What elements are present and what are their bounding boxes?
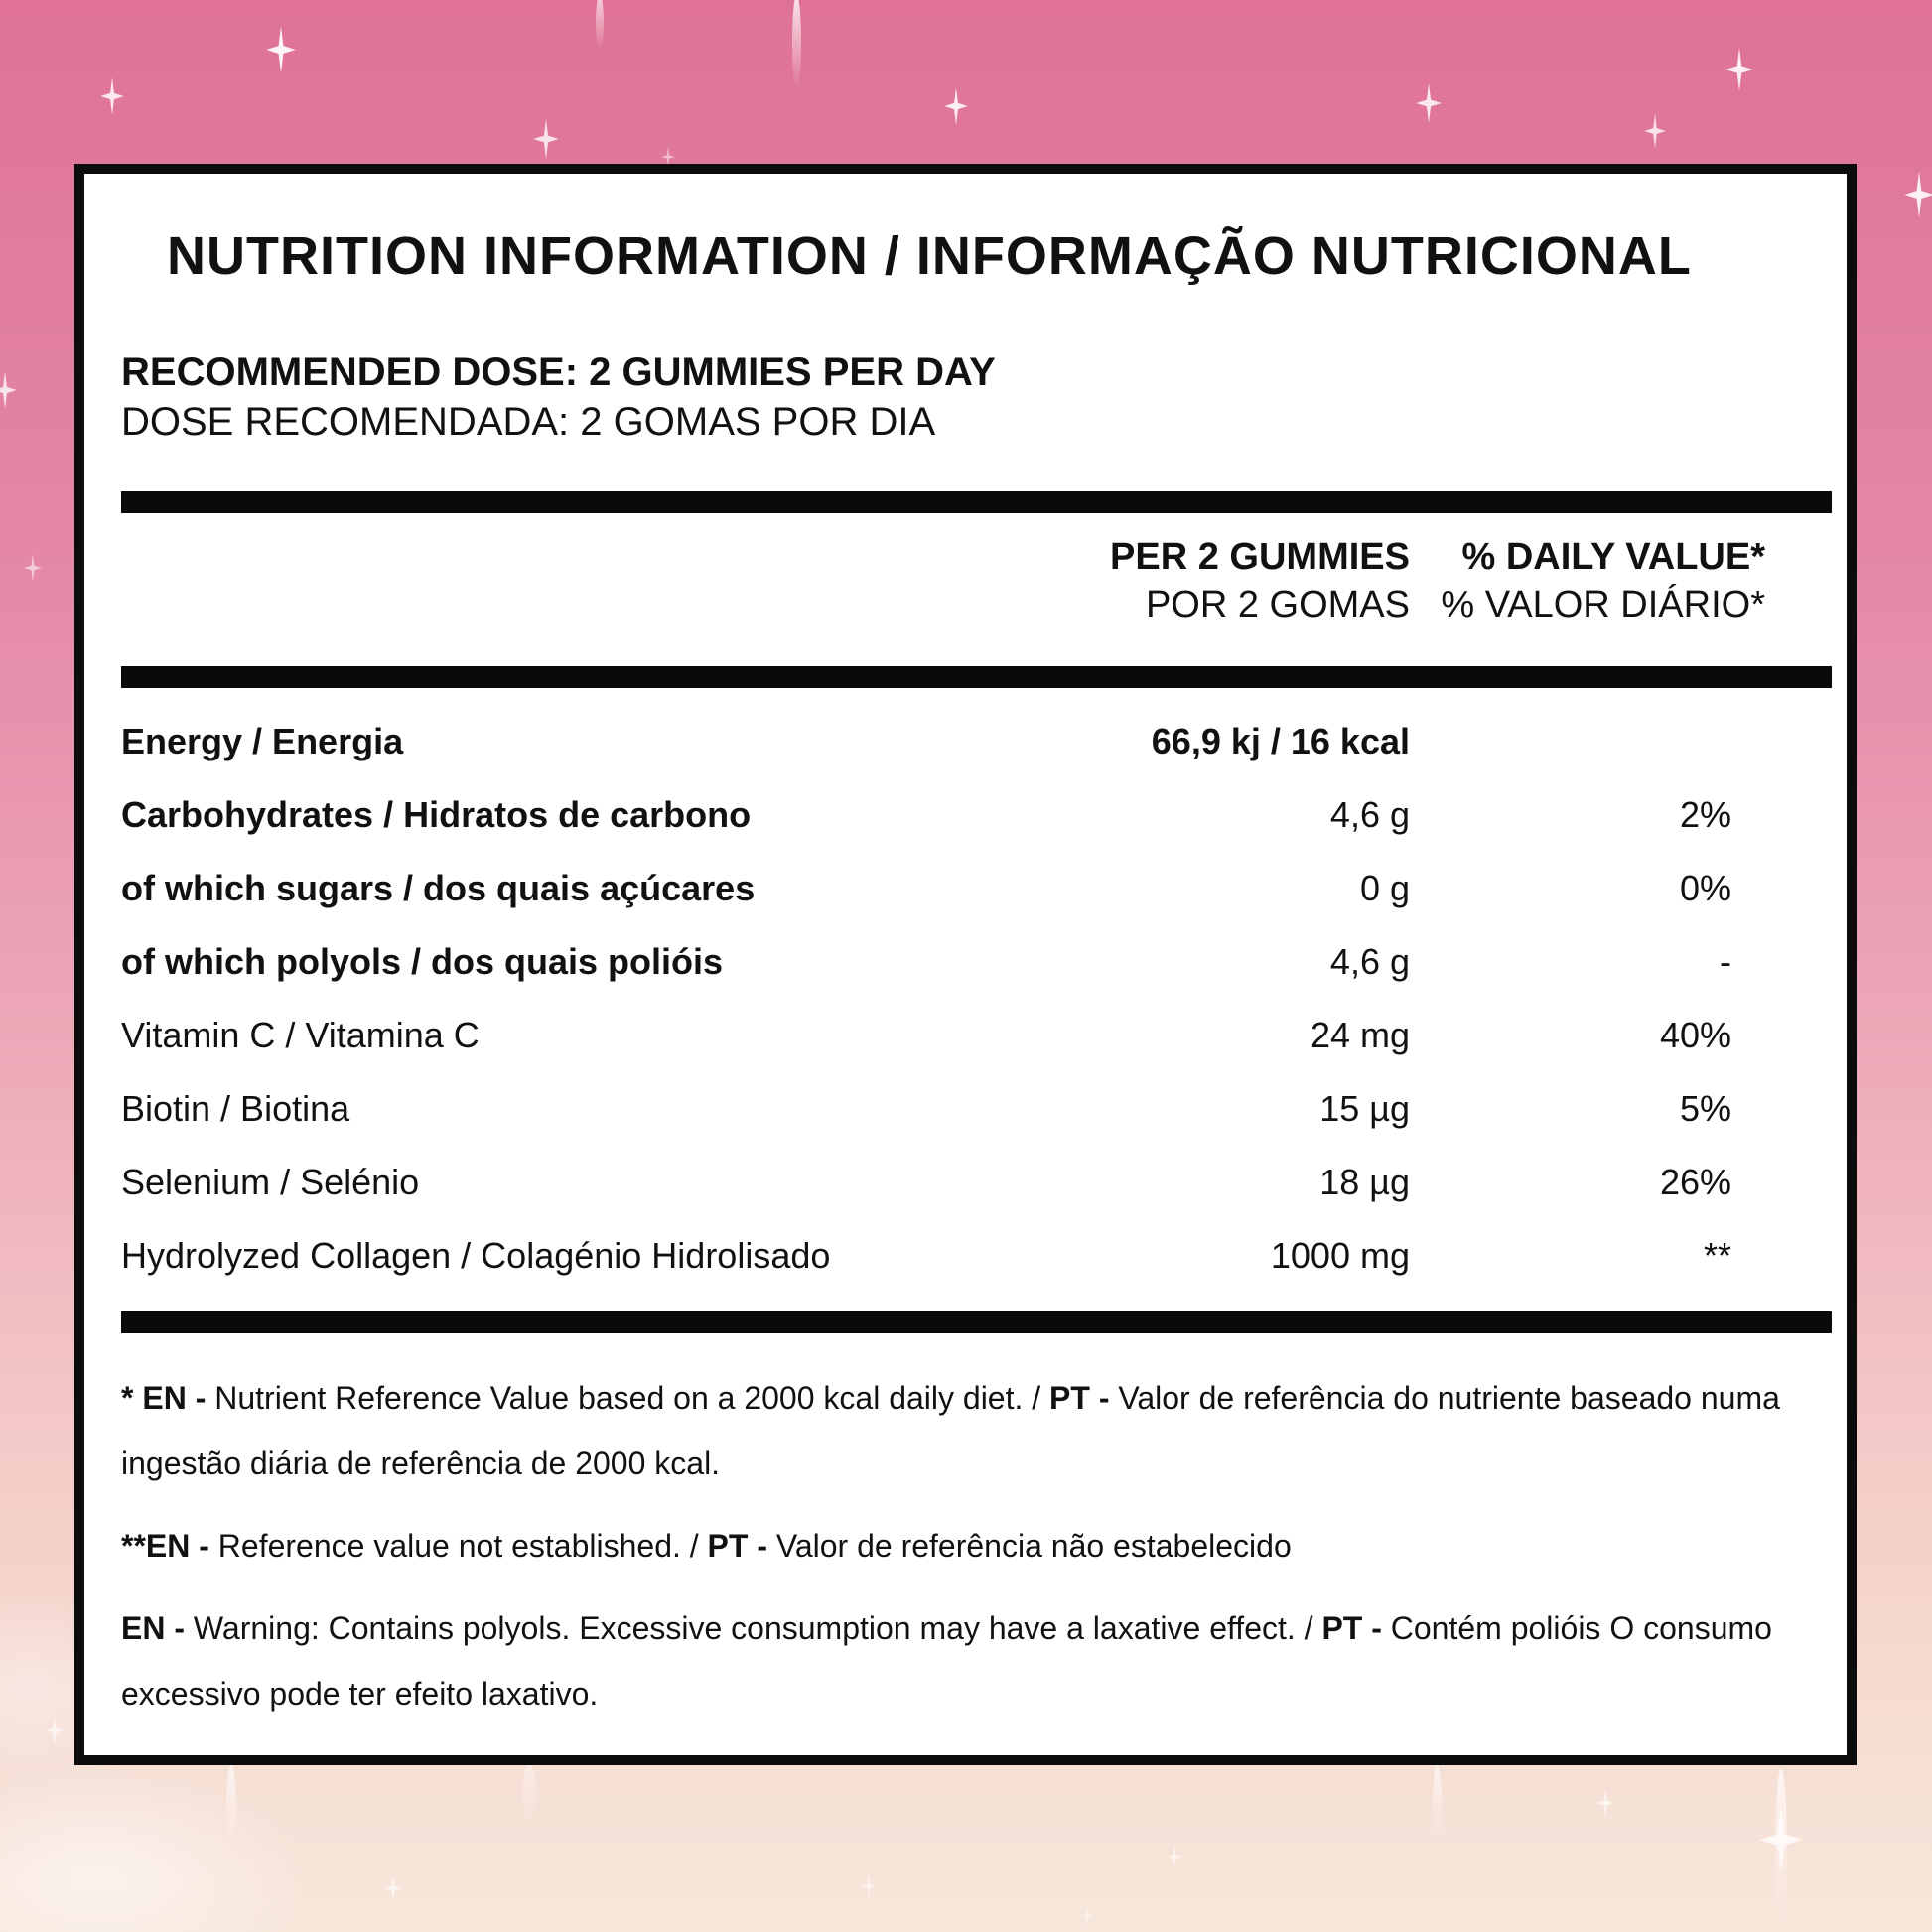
nutrient-daily-value: 40% — [1659, 1015, 1731, 1055]
column-header-daily-value — [1410, 533, 1765, 628]
light-streak — [1433, 1765, 1442, 1840]
footnote — [121, 1595, 1832, 1726]
nutrient-label: Biotin / Biotina — [121, 1088, 350, 1129]
table-row — [121, 1072, 1765, 1146]
table-rule-bottom — [121, 1311, 1832, 1333]
sparkle-icon — [1725, 48, 1753, 92]
sparkle-icon — [1596, 1789, 1614, 1818]
sparkle-icon — [45, 1715, 65, 1746]
table-row — [121, 852, 1765, 925]
sparkle-icon — [1644, 113, 1666, 148]
table-rule-middle — [121, 666, 1832, 688]
footnote-segment: PT - — [1049, 1380, 1119, 1416]
table-header — [121, 533, 1765, 628]
footnote-segment: EN - — [121, 1610, 194, 1646]
nutrient-amount: 0 g — [1359, 868, 1410, 908]
nutrient-label: Selenium / Selénio — [121, 1162, 420, 1202]
sparkle-icon — [266, 26, 296, 73]
light-streak — [596, 0, 604, 50]
footnote-segment: **EN - — [121, 1528, 218, 1564]
nutrient-daily-value: 5% — [1679, 1088, 1731, 1129]
sparkle-icon — [944, 87, 968, 125]
sparkle-icon — [1167, 1844, 1182, 1869]
nutrient-daily-value: ** — [1703, 1235, 1731, 1276]
sparkle-icon — [1416, 82, 1442, 124]
nutrient-label: Vitamin C / Vitamina C — [121, 1015, 480, 1055]
footnote — [121, 1365, 1832, 1496]
recommended-dose-pt: DOSE RECOMENDADA: 2 GOMAS POR DIA — [121, 400, 936, 444]
table-row — [121, 778, 1765, 852]
table-rule-top — [121, 491, 1832, 513]
light-streak — [792, 0, 801, 89]
column-header-amount-pt: POR 2 GOMAS — [1145, 584, 1410, 625]
footnote — [121, 1513, 1832, 1579]
column-header-amount — [983, 533, 1410, 628]
footnote-segment: Reference value not established. / — [217, 1528, 708, 1564]
light-streak — [1775, 1769, 1787, 1928]
nutrient-daily-value: - — [1720, 941, 1731, 982]
footnote-segment: Valor de referência não estabelecido — [775, 1528, 1292, 1564]
nutrient-daily-value: 2% — [1679, 794, 1731, 835]
nutrient-label: Carbohydrates / Hidratos de carbono — [121, 794, 752, 835]
footnote-segment: Nutrient Reference Value based on a 2000 kcal daily diet. / — [214, 1380, 1050, 1416]
nutrition-label-card — [74, 164, 1857, 1765]
nutrient-amount: 4,6 g — [1329, 794, 1410, 835]
table-row — [121, 1219, 1765, 1293]
sparkle-icon — [384, 1874, 402, 1903]
sparkle-icon — [1904, 171, 1932, 218]
sparkle-icon — [861, 1873, 877, 1899]
column-header-daily-value-en: % DAILY VALUE* — [1461, 536, 1765, 578]
column-header-amount-en: PER 2 GUMMIES — [1110, 536, 1410, 578]
sparkle-icon — [533, 118, 559, 160]
nutrient-label: of which sugars / dos quais açúcares — [121, 868, 756, 908]
footnote-segment: PT - — [707, 1528, 776, 1564]
footnotes — [121, 1365, 1832, 1743]
table-row — [121, 705, 1765, 778]
light-streak — [226, 1765, 236, 1850]
nutrient-daily-value: 26% — [1659, 1162, 1731, 1202]
nutrient-label: Hydrolyzed Collagen / Colagénio Hidrolisado — [121, 1235, 831, 1276]
nutrient-amount: 66,9 kj / 16 kcal — [1151, 721, 1410, 761]
nutrient-label: Energy / Energia — [121, 721, 404, 761]
sparkle-icon — [100, 77, 124, 115]
table-row — [121, 925, 1765, 999]
nutrient-amount: 15 µg — [1319, 1088, 1410, 1129]
footnote-segment: * EN - — [121, 1380, 215, 1416]
nutrient-amount: 24 mg — [1310, 1015, 1410, 1055]
nutrient-daily-value: 0% — [1679, 868, 1731, 908]
page-title: NUTRITION INFORMATION / INFORMAÇÃO NUTRICIONAL — [167, 226, 1692, 286]
sparkle-icon — [24, 554, 42, 583]
light-streak — [522, 1765, 536, 1820]
footnote-segment: PT - — [1321, 1610, 1391, 1646]
sparkle-icon — [1080, 1905, 1094, 1927]
recommended-dose-en: RECOMMENDED DOSE: 2 GUMMIES PER DAY — [121, 350, 996, 394]
footnote-segment: Warning: Contains polyols. Excessive consumption may have a laxative effect. / — [193, 1610, 1322, 1646]
nutrient-table — [121, 705, 1765, 1293]
column-header-daily-value-pt: % VALOR DIÁRIO* — [1441, 584, 1765, 625]
nutrient-amount: 1000 mg — [1270, 1235, 1410, 1276]
nutrient-amount: 18 µg — [1319, 1162, 1410, 1202]
sparkle-icon — [0, 371, 17, 409]
nutrient-amount: 4,6 g — [1329, 941, 1410, 982]
footnote-segment: Valor de referência do nutriente baseado numa ingestão diária de referência de 2000 kcal. — [121, 1380, 1780, 1481]
table-row — [121, 999, 1765, 1072]
nutrient-label: of which polyols / dos quais polióis — [121, 941, 724, 982]
table-row — [121, 1146, 1765, 1219]
footnote-segment: Contém polióis O consumo excessivo pode ter efeito laxativo. — [121, 1610, 1772, 1712]
